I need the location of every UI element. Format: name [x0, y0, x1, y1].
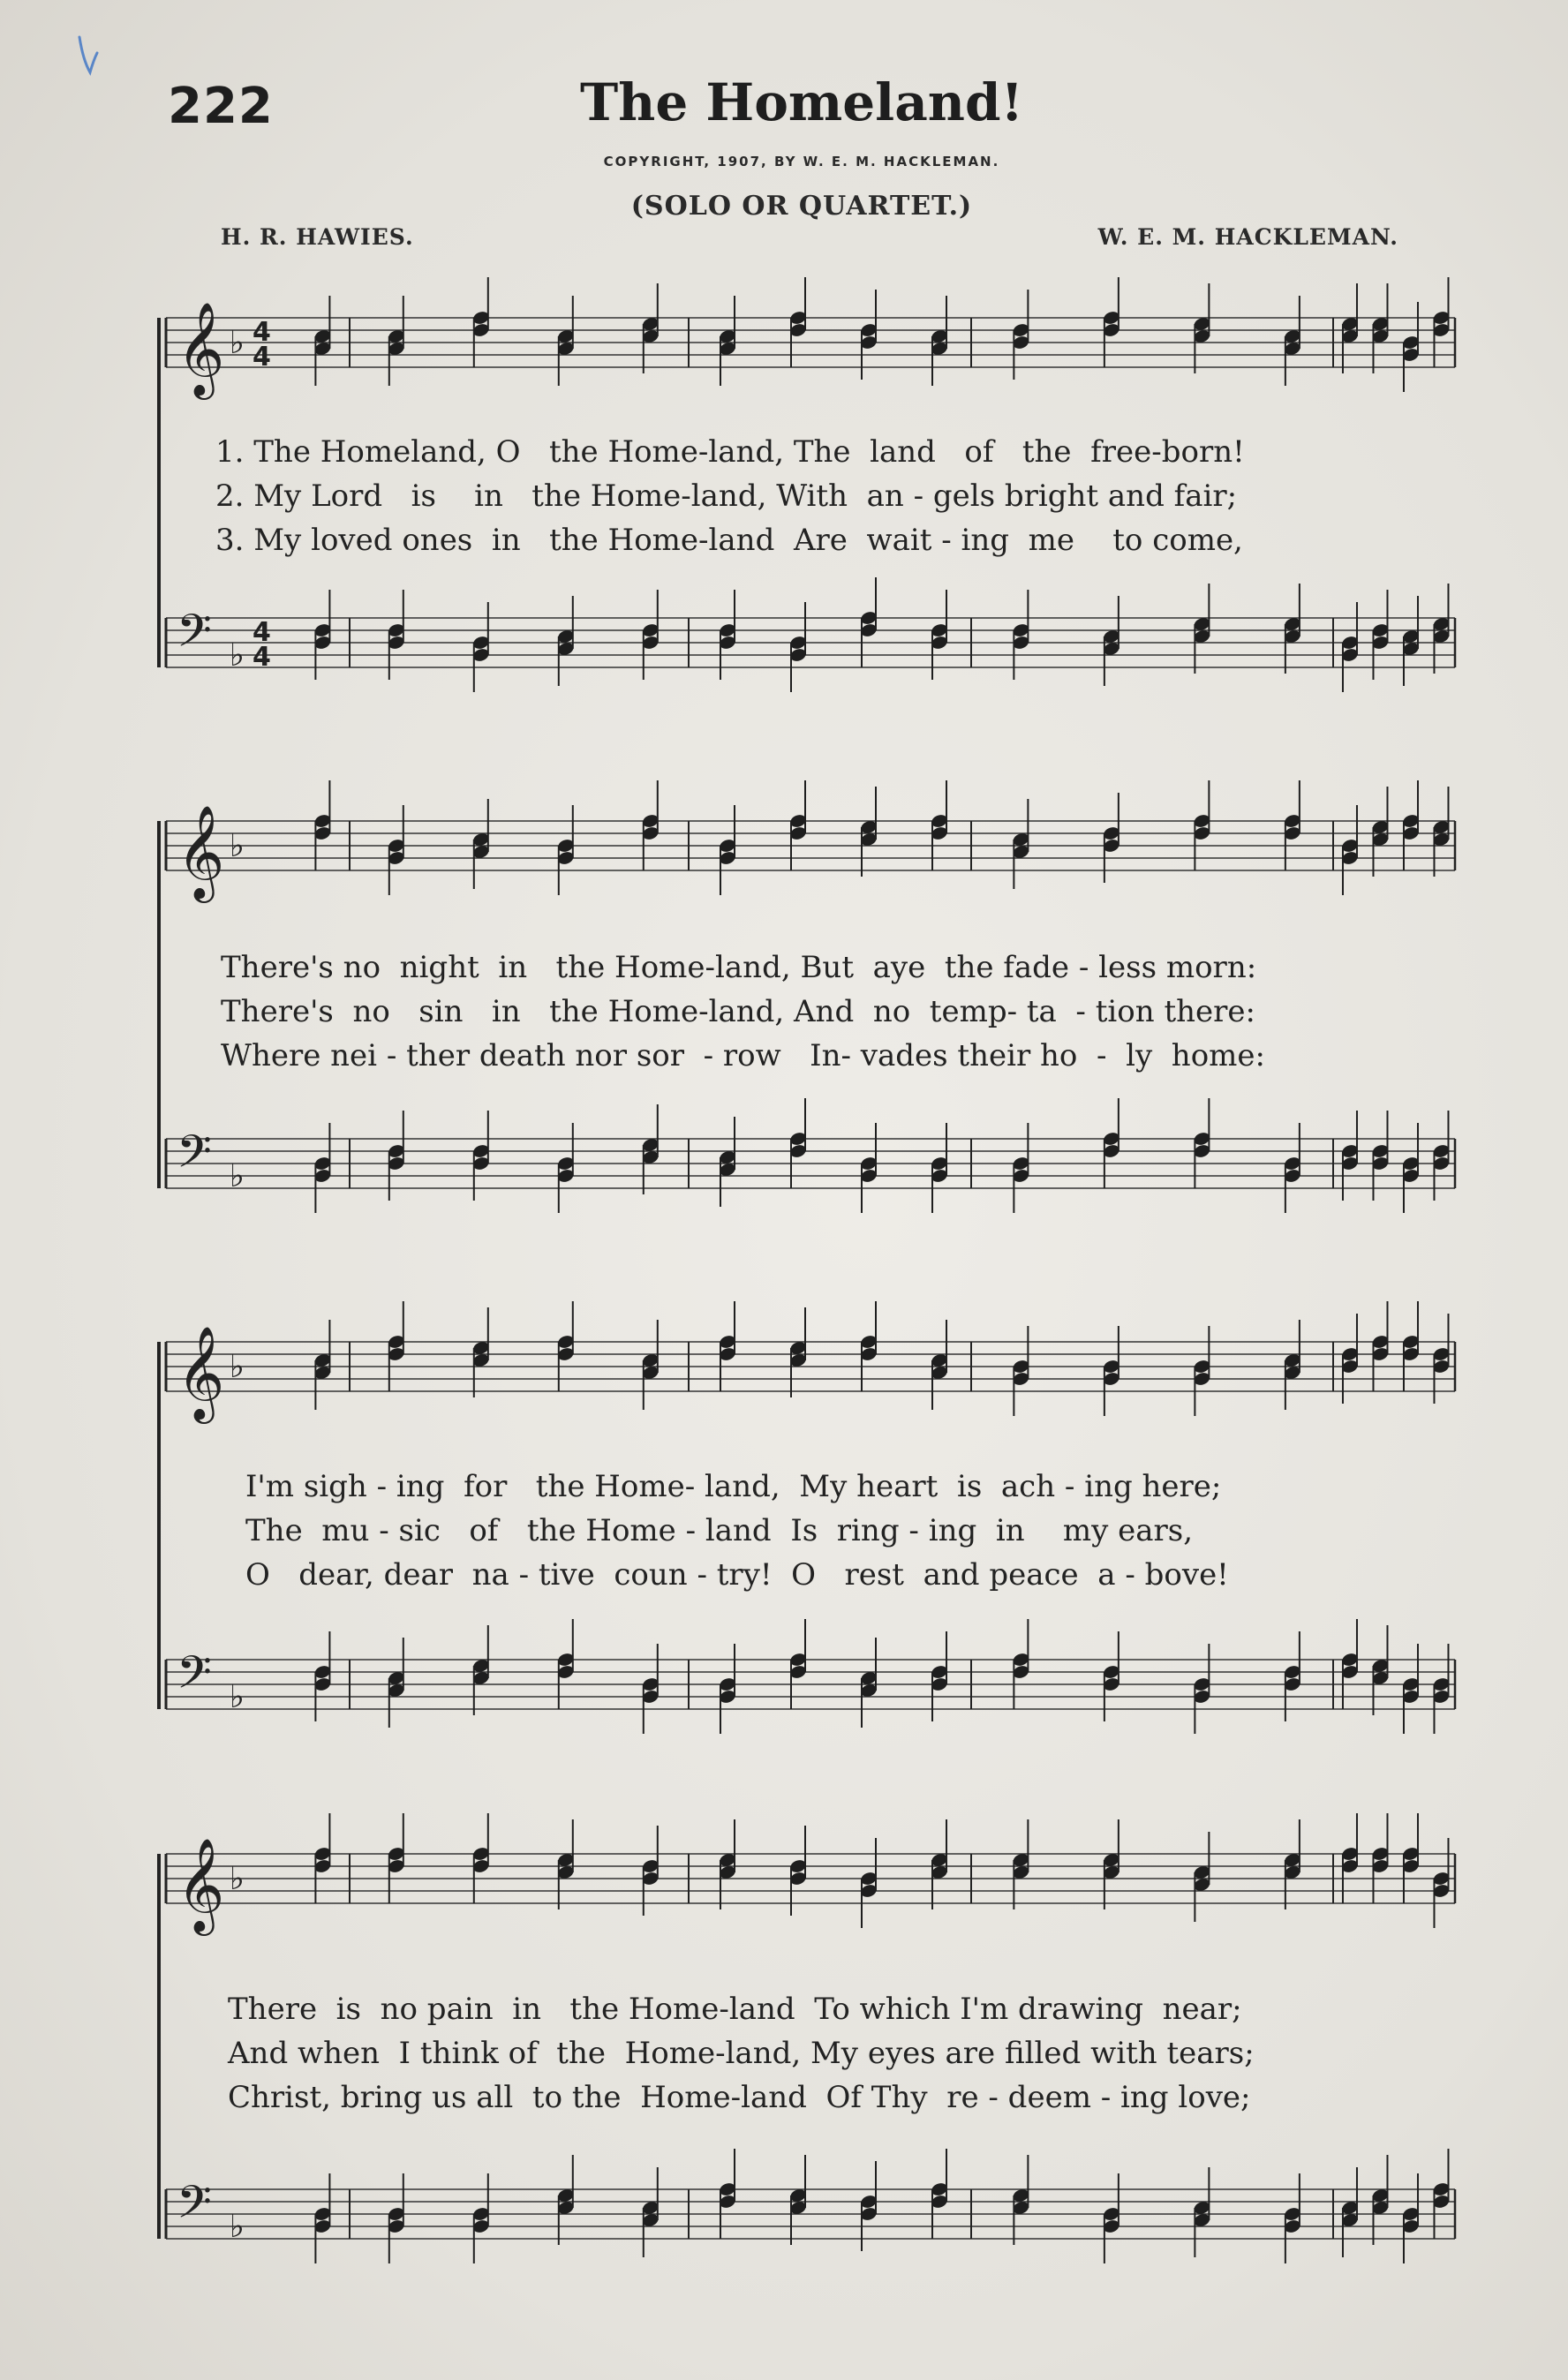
note-chord — [788, 2155, 807, 2245]
key-signature-flat-icon: ♭ — [230, 1158, 245, 1194]
treble-clef-icon: 𝄞 — [177, 1837, 225, 1932]
lyric-verse-3-line-1: 3. My loved ones in the Home-land Are wait - ing me to come, — [215, 523, 1243, 558]
treble-clef-icon: 𝄞 — [177, 804, 225, 899]
note-chord — [1102, 277, 1120, 367]
note-chord — [718, 1644, 736, 1734]
note-chord — [930, 1320, 948, 1410]
lyric-verse-3-line-2: Where nei - ther death nor sor - row In- vades their ho - ly home: — [221, 1038, 1265, 1073]
note-chord — [1012, 2155, 1030, 2245]
svg-text:4: 4 — [253, 642, 271, 673]
note-chord — [387, 1638, 405, 1728]
note-chord — [641, 2167, 660, 2257]
note-chord — [1283, 1123, 1301, 1213]
note-chord — [641, 1104, 660, 1194]
key-signature-flat-icon: ♭ — [230, 325, 245, 361]
note-chord — [859, 1638, 878, 1728]
bass-staff-system-3 — [0, 1624, 1568, 1757]
note-chord — [313, 1813, 332, 1903]
note-chord — [1102, 1819, 1120, 1909]
note-chord — [313, 590, 332, 680]
note-chord — [1371, 2155, 1390, 2245]
note-chord — [718, 805, 736, 895]
note-chord — [718, 590, 736, 680]
treble-clef-icon: 𝄞 — [177, 301, 225, 395]
lyric-verse-1-line-1: 1. The Homeland, O the Home-land, The land of the free-born! — [215, 434, 1245, 470]
key-signature-flat-icon: ♭ — [230, 1861, 245, 1897]
note-chord — [859, 1123, 878, 1213]
note-chord — [1193, 1832, 1211, 1922]
note-chord — [1102, 793, 1120, 883]
note-chord — [1193, 1644, 1211, 1734]
treble-staff-lines — [166, 821, 1455, 870]
note-chord — [1432, 1838, 1451, 1928]
bass-clef-icon: 𝄢 — [177, 604, 212, 668]
lyricist-credit: H. R. HAWIES. — [221, 224, 414, 250]
note-chord — [1340, 1813, 1359, 1903]
system-bracket — [0, 318, 177, 667]
lyric-verse-2-line-4: And when I think of the Home-land, My eyes are filled with tears; — [228, 2036, 1255, 2071]
note-chord — [556, 1123, 575, 1213]
treble-staff-lines — [166, 1854, 1455, 1903]
note-chord — [641, 1644, 660, 1734]
lyric-verse-3-line-4: Christ, bring us all to the Home-land Of Thy re - deem - ing love; — [228, 2080, 1251, 2115]
note-chord — [556, 1619, 575, 1709]
note-chord — [1283, 2173, 1301, 2263]
note-chord — [471, 2173, 490, 2263]
note-chord — [788, 1307, 807, 1397]
note-chord — [1432, 1111, 1451, 1201]
bass-clef-icon: 𝄢 — [177, 1125, 212, 1189]
note-chord — [1401, 596, 1420, 686]
treble-staff-system-1 — [0, 282, 1568, 415]
treble-staff-lines — [166, 318, 1455, 367]
note-chord — [1012, 1326, 1030, 1416]
composer-credit: W. E. M. HACKLEMAN. — [1097, 224, 1398, 250]
note-chord — [556, 1819, 575, 1909]
note-chord — [788, 1098, 807, 1188]
note-chord — [718, 296, 736, 386]
lyric-verse-2-line-2: There's no sin in the Home-land, And no temp- ta - tion there: — [221, 994, 1255, 1029]
note-chord — [1371, 1111, 1390, 1201]
note-chord — [788, 780, 807, 870]
svg-text:4: 4 — [253, 342, 271, 373]
note-chord — [471, 1813, 490, 1903]
note-chord — [387, 1813, 405, 1903]
treble-clef-icon: 𝄞 — [177, 1325, 225, 1420]
note-chord — [1371, 283, 1390, 373]
bass-staff-lines — [166, 1139, 1455, 1188]
note-chord — [1340, 1111, 1359, 1201]
note-chord — [1102, 596, 1120, 686]
note-chord — [1340, 1619, 1359, 1709]
note-chord — [387, 805, 405, 895]
note-chord — [718, 1819, 736, 1909]
note-chord — [387, 296, 405, 386]
note-chord — [387, 1111, 405, 1201]
note-chord — [1283, 584, 1301, 674]
system-bracket — [0, 821, 177, 1188]
note-chord — [387, 2173, 405, 2263]
note-chord — [313, 1631, 332, 1721]
note-chord — [1283, 780, 1301, 870]
note-chord — [1012, 799, 1030, 889]
note-chord — [313, 296, 332, 386]
treble-staff-system-3 — [0, 1307, 1568, 1439]
note-chord — [471, 1625, 490, 1715]
note-chord — [471, 602, 490, 692]
note-chord — [1340, 2167, 1359, 2257]
note-chord — [1371, 1625, 1390, 1715]
lyric-verse-2-line-3: The mu - sic of the Home - land Is ring - ing in my ears, — [245, 1513, 1194, 1548]
note-chord — [1340, 805, 1359, 895]
bass-staff-lines — [166, 618, 1455, 667]
lyric-verse-1-line-4: There is no pain in the Home-land To which I'm drawing near; — [228, 1992, 1242, 2027]
key-signature-flat-icon: ♭ — [230, 828, 245, 864]
note-chord — [859, 2161, 878, 2251]
note-chord — [556, 1301, 575, 1391]
note-chord — [718, 1301, 736, 1391]
note-chord — [930, 1819, 948, 1909]
note-chord — [1193, 2167, 1211, 2257]
note-chord — [788, 602, 807, 692]
treble-staff-system-4 — [0, 1819, 1568, 1951]
note-chord — [471, 277, 490, 367]
note-chord — [718, 1117, 736, 1207]
bass-staff-lines — [166, 1660, 1455, 1709]
note-chord — [1283, 1320, 1301, 1410]
note-chord — [1432, 277, 1451, 367]
bass-staff-system-4 — [0, 2154, 1568, 2286]
copyright-notice: COPYRIGHT, 1907, BY W. E. M. HACKLEMAN. — [603, 154, 1000, 169]
note-chord — [1102, 1326, 1120, 1416]
note-chord — [1012, 1123, 1030, 1213]
note-chord — [1340, 602, 1359, 692]
note-chord — [930, 2149, 948, 2239]
note-chord — [1432, 584, 1451, 674]
note-chord — [313, 780, 332, 870]
note-chord — [1193, 283, 1211, 373]
note-chord — [718, 2149, 736, 2239]
treble-staff-system-2 — [0, 786, 1568, 918]
note-chord — [313, 1123, 332, 1213]
note-chord — [1102, 1098, 1120, 1188]
note-chord — [1102, 1631, 1120, 1721]
note-chord — [859, 577, 878, 667]
note-chord — [1432, 1314, 1451, 1404]
note-chord — [1401, 1644, 1420, 1734]
note-chord — [1401, 1301, 1420, 1391]
note-chord — [1401, 780, 1420, 870]
note-chord — [1401, 1123, 1420, 1213]
note-chord — [1401, 302, 1420, 392]
hymn-number: 222 — [168, 78, 274, 135]
note-chord — [641, 283, 660, 373]
note-chord — [1401, 1813, 1420, 1903]
note-chord — [556, 296, 575, 386]
note-chord — [1283, 1819, 1301, 1909]
svg-text:4: 4 — [253, 317, 271, 348]
bass-clef-icon: 𝄢 — [177, 1646, 212, 1710]
note-chord — [387, 590, 405, 680]
note-chord — [471, 1307, 490, 1397]
note-chord — [1340, 1314, 1359, 1404]
note-chord — [1371, 590, 1390, 680]
bass-staff-system-1 — [0, 583, 1568, 715]
bass-staff-lines — [166, 2189, 1455, 2239]
note-chord — [1340, 283, 1359, 373]
hymn-title: The Homeland! — [580, 72, 1023, 132]
note-chord — [556, 805, 575, 895]
note-chord — [641, 1320, 660, 1410]
note-chord — [556, 596, 575, 686]
note-chord — [1102, 2173, 1120, 2263]
note-chord — [1283, 1631, 1301, 1721]
note-chord — [1371, 787, 1390, 877]
note-chord — [471, 799, 490, 889]
note-chord — [930, 1123, 948, 1213]
note-chord — [1432, 1644, 1451, 1734]
lyric-verse-1-line-3: I'm sigh - ing for the Home- land, My heart is ach - ing here; — [245, 1469, 1222, 1504]
note-chord — [1193, 780, 1211, 870]
lyric-verse-1-line-2: There's no night in the Home-land, But aye the fade - less morn: — [221, 950, 1257, 985]
bass-clef-icon: 𝄢 — [177, 2175, 212, 2240]
note-chord — [471, 1111, 490, 1201]
note-chord — [859, 787, 878, 877]
note-chord — [641, 780, 660, 870]
note-chord — [859, 290, 878, 380]
time-signature — [253, 317, 271, 373]
key-signature-flat-icon: ♭ — [230, 1349, 245, 1385]
note-chord — [1193, 1098, 1211, 1188]
note-chord — [1193, 1326, 1211, 1416]
note-chord — [641, 590, 660, 680]
note-chord — [1283, 296, 1301, 386]
note-chord — [313, 2173, 332, 2263]
bass-staff-system-2 — [0, 1103, 1568, 1236]
note-chord — [788, 1619, 807, 1709]
note-chord — [387, 1301, 405, 1391]
note-chord — [1012, 590, 1030, 680]
svg-text:4: 4 — [253, 617, 271, 648]
treble-staff-lines — [166, 1342, 1455, 1391]
note-chord — [859, 1838, 878, 1928]
note-chord — [1371, 1813, 1390, 1903]
note-chord — [930, 1631, 948, 1721]
lyric-verse-2-line-1: 2. My Lord is in the Home-land, With an - gels bright and fair; — [215, 478, 1238, 514]
note-chord — [1401, 2173, 1420, 2263]
note-chord — [1012, 1819, 1030, 1909]
key-signature-flat-icon: ♭ — [230, 637, 245, 674]
time-signature — [253, 617, 271, 673]
note-chord — [1371, 1301, 1390, 1391]
note-chord — [859, 1301, 878, 1391]
note-chord — [788, 277, 807, 367]
note-chord — [788, 1826, 807, 1916]
note-chord — [930, 780, 948, 870]
note-chord — [1012, 1619, 1030, 1709]
note-chord — [1193, 584, 1211, 674]
system-bracket — [0, 1342, 177, 1709]
lyric-verse-3-line-3: O dear, dear na - tive coun - try! O rest and peace a - bove! — [245, 1557, 1229, 1593]
performance-note: (SOLO OR QUARTET.) — [630, 191, 973, 222]
note-chord — [313, 1320, 332, 1410]
note-chord — [930, 296, 948, 386]
note-chord — [1432, 787, 1451, 877]
note-chord — [1432, 2149, 1451, 2239]
key-signature-flat-icon: ♭ — [230, 1679, 245, 1715]
note-chord — [556, 2155, 575, 2245]
note-chord — [930, 590, 948, 680]
key-signature-flat-icon: ♭ — [230, 2209, 245, 2245]
note-chord — [641, 1826, 660, 1916]
note-chord — [1012, 290, 1030, 380]
system-bracket — [0, 1854, 177, 2239]
